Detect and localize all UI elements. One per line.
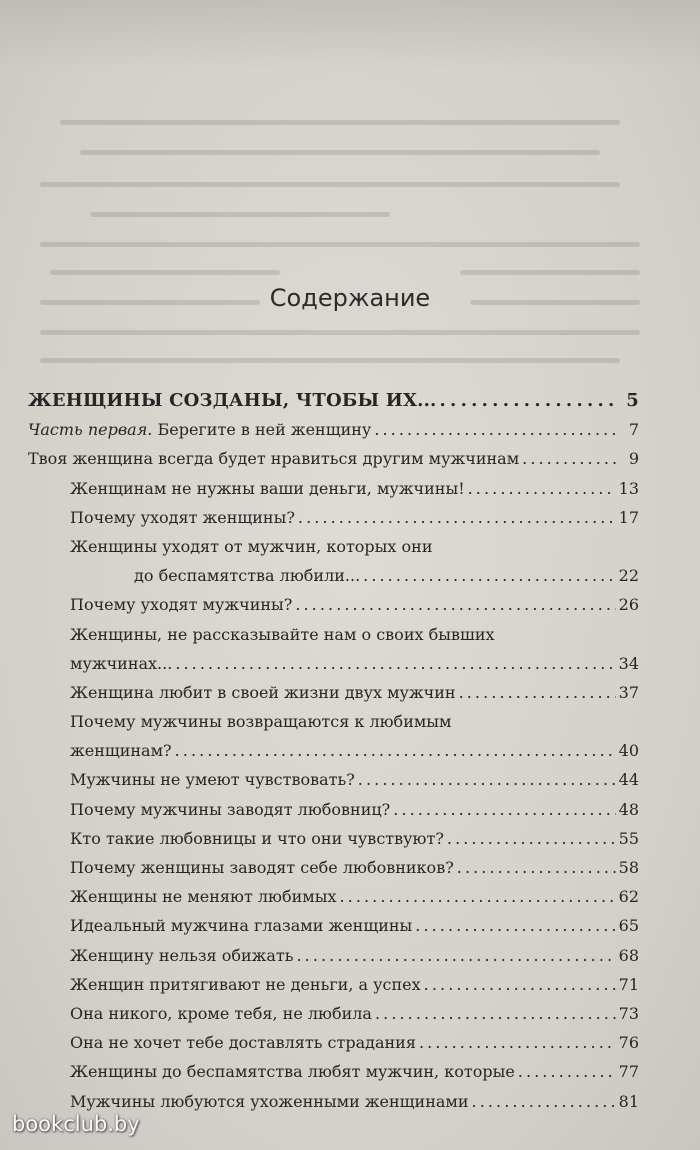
toc-page-number: 77 [618, 1062, 639, 1082]
dot-leader [298, 503, 616, 532]
dot-leader [374, 415, 616, 444]
toc-entry[interactable] [28, 386, 639, 415]
dot-leader [440, 386, 616, 415]
toc-page-number: 44 [618, 770, 639, 790]
contents-heading: Содержание [269, 284, 431, 312]
watermark-logo: bookclub.by [12, 1112, 140, 1136]
toc-entry[interactable] [28, 970, 639, 999]
toc-entry-title: Почему женщины заводят себе любовников? [70, 858, 454, 877]
toc-entry-title: Мужчины любуются ухоженными женщинами [70, 1091, 469, 1111]
dot-leader [363, 561, 615, 590]
dot-leader [447, 824, 616, 853]
toc-page-number: 71 [618, 974, 639, 994]
toc-entry-title: Женщины уходят от мужчин, которых они [70, 536, 433, 556]
toc-entry[interactable] [28, 1028, 639, 1057]
toc-entry[interactable] [28, 765, 639, 794]
toc-entry-title: Женщинам не нужны ваши деньги, мужчины! [70, 478, 465, 498]
toc-page-number: 48 [618, 799, 639, 819]
toc-page-number: 22 [618, 566, 639, 586]
toc-page-number: 68 [618, 945, 639, 965]
toc-entry-continuation[interactable] [28, 649, 639, 678]
toc-entry[interactable] [28, 678, 639, 707]
dot-leader [472, 1087, 616, 1116]
toc-entry-title: Идеальный мужчина глазами женщины [70, 916, 413, 936]
toc-entry-title-cont: до беспамятства любили... [134, 566, 361, 586]
toc-entry-title: Твоя женщина всегда будет нравиться другим мужчинам [28, 449, 520, 469]
toc-page-number: 37 [618, 682, 639, 702]
dot-leader [468, 474, 616, 503]
toc-entry-title: Женщину нельзя обижать [70, 945, 294, 965]
toc-page-number: 73 [618, 1003, 639, 1023]
toc-entry-title: Женщины до беспамятства любят мужчин, которые [70, 1062, 515, 1082]
toc-page-number: 5 [626, 390, 639, 411]
dot-leader [339, 882, 615, 911]
dot-leader [424, 970, 616, 999]
toc-page-number: 7 [628, 420, 639, 440]
toc-page-number: 26 [618, 595, 639, 615]
dot-leader [419, 1028, 616, 1057]
toc-entry[interactable] [28, 503, 639, 532]
toc-entry[interactable] [28, 911, 639, 940]
toc-page-number: 40 [618, 741, 639, 761]
toc-entry-title: Она никого, кроме тебя, не любила [70, 1003, 372, 1023]
dot-leader [459, 678, 616, 707]
dot-leader [175, 736, 616, 765]
toc-entry[interactable] [28, 941, 639, 970]
dot-leader [522, 444, 616, 473]
dot-leader [175, 649, 615, 678]
toc-entry-title [28, 415, 371, 444]
toc-entry[interactable] [28, 882, 639, 911]
toc-entry[interactable] [28, 474, 639, 503]
dot-leader [415, 911, 615, 940]
toc-page-number: 62 [618, 887, 639, 907]
dot-leader [393, 795, 615, 824]
toc-page-number: 58 [618, 858, 639, 877]
toc-entry-title: Женщины, не рассказывайте нам о своих бывших [70, 624, 495, 644]
toc-entry-title-cont: женщинам? [70, 741, 172, 761]
dot-leader [518, 1057, 616, 1086]
toc-entry[interactable] [28, 999, 639, 1028]
toc-entry[interactable] [28, 590, 639, 619]
dot-leader [295, 590, 615, 619]
toc-entry[interactable] [28, 824, 639, 853]
dot-leader [358, 765, 616, 794]
toc-entry-first-line[interactable] [28, 532, 639, 561]
toc-entry[interactable] [28, 795, 639, 824]
toc-entry-title: Женщина любит в своей жизни двух мужчин [70, 682, 456, 702]
dot-leader [457, 853, 616, 882]
toc-entry-title: Кто такие любовницы и что они чувствуют? [70, 828, 444, 848]
dot-leader [375, 999, 616, 1028]
toc-page-number: 34 [618, 653, 639, 673]
toc-entry-title: Почему мужчины заводят любовниц? [70, 799, 391, 819]
toc-page-number: 17 [618, 507, 639, 527]
toc-entry[interactable] [28, 853, 639, 882]
toc-entry-continuation[interactable] [28, 561, 639, 590]
table-of-contents [28, 386, 639, 1116]
toc-page-number: 65 [618, 916, 639, 936]
toc-entry[interactable] [28, 444, 639, 473]
toc-entry-title: Женщины не меняют любимых [70, 887, 337, 907]
dot-leader [296, 941, 615, 970]
toc-entry-title: Почему уходят мужчины? [70, 595, 293, 615]
toc-page-number: 9 [628, 449, 639, 469]
toc-entry[interactable] [28, 415, 639, 444]
toc-entry-title: Она не хочет тебе доставлять страдания [70, 1033, 416, 1053]
toc-page-number: 55 [618, 828, 639, 848]
toc-entry-title-cont: мужчинах... [70, 653, 173, 673]
bleed-through-text [0, 0, 700, 380]
toc-page-number: 81 [618, 1091, 639, 1111]
toc-entry[interactable] [28, 1057, 639, 1086]
part-title: Берегите в ней женщину [157, 420, 372, 440]
toc-entry-continuation[interactable] [28, 736, 639, 765]
toc-page-number: 76 [618, 1033, 639, 1053]
toc-entry-title: ЖЕНЩИНЫ СОЗДАНЫ, ЧТОБЫ ИХ... [28, 390, 437, 411]
toc-entry-title: Почему уходят женщины? [70, 507, 295, 527]
toc-entry-first-line[interactable] [28, 620, 639, 649]
toc-entry-title: Женщин притягивают не деньги, а успех [70, 974, 421, 994]
toc-entry-title: Почему мужчины возвращаются к любимым [70, 712, 452, 732]
toc-entry-first-line[interactable] [28, 707, 639, 736]
toc-page-number: 13 [618, 478, 639, 498]
toc-entry-title: Мужчины не умеют чувствовать? [70, 770, 355, 790]
part-label: Часть первая. [28, 420, 153, 440]
